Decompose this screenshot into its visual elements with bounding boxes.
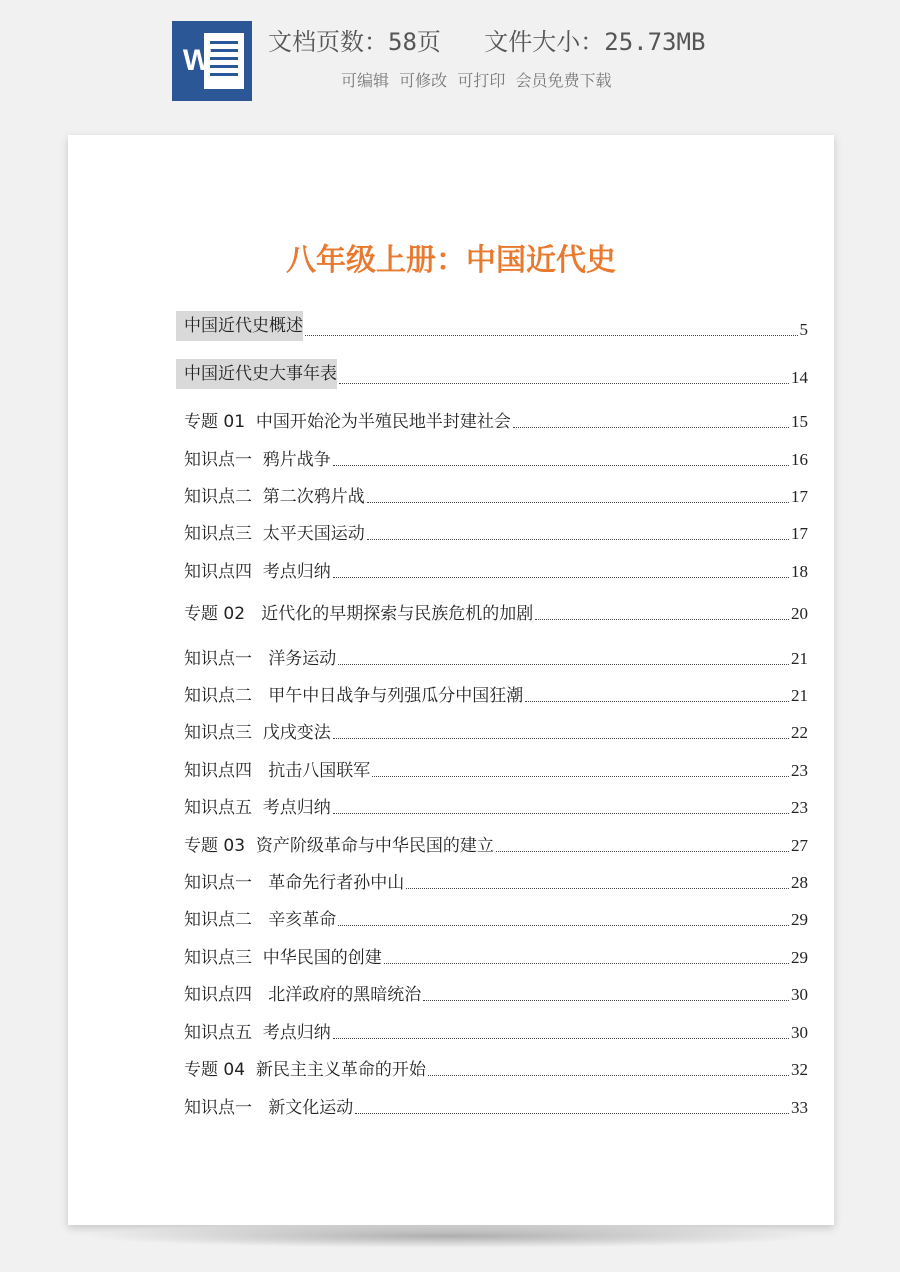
toc-page-number: 29: [791, 910, 808, 929]
toc-entry-label: 中国近代史大事年表: [176, 359, 337, 389]
toc-page-number: 33: [791, 1098, 808, 1117]
toc-leader-dots: [339, 383, 789, 384]
toc-entry[interactable]: [184, 599, 808, 625]
toc-page-number: 22: [791, 723, 808, 742]
toc-page-number: 14: [791, 368, 808, 387]
toc-leader-dots: [423, 1000, 789, 1001]
toc-leader-dots: [372, 776, 789, 777]
toc-entry-label: 知识点三 太平天国运动: [184, 524, 365, 544]
toc-leader-dots: [355, 1113, 789, 1114]
toc-page-number: 28: [791, 873, 808, 892]
toc-entry[interactable]: [184, 980, 808, 1006]
toc-leader-dots: [338, 925, 789, 926]
toc-entry-label: 知识点一 革命先行者孙中山: [184, 873, 405, 893]
toc-page-number: 17: [791, 487, 808, 506]
toc-entry[interactable]: [184, 868, 808, 894]
toc-entry-label: 知识点二 第二次鸦片战: [184, 487, 365, 507]
toc-page-number: 18: [791, 562, 808, 581]
toc-entry[interactable]: [184, 519, 808, 545]
toc-entry-label: 知识点一 新文化运动: [184, 1098, 354, 1118]
toc-entry[interactable]: [184, 482, 808, 508]
document-title: 八年级上册：中国近代史: [286, 243, 616, 278]
file-stats: 文档页数：58页 文件大小：25.73MB: [268, 28, 706, 56]
toc-entry-label: 知识点二 辛亥革命: [184, 910, 337, 930]
toc-entry[interactable]: [184, 831, 808, 857]
toc-page-number: 16: [791, 450, 808, 469]
toc-leader-dots: [406, 888, 789, 889]
toc-page-number: 21: [791, 649, 808, 668]
toc-leader-dots: [333, 1038, 789, 1039]
toc-entry[interactable]: [184, 1055, 808, 1081]
toc-entry[interactable]: [184, 681, 808, 707]
toc-entry-label: 知识点四 考点归纳: [184, 562, 331, 582]
toc-page-number: 32: [791, 1060, 808, 1079]
toc-leader-dots: [535, 619, 789, 620]
word-letter-badge: W: [182, 44, 212, 77]
toc-leader-dots: [333, 813, 789, 814]
file-permissions: 可编辑 可修改 可打印 会员免费下载: [341, 71, 612, 90]
toc-entry-label: 知识点二 甲午中日战争与列强瓜分中国狂潮: [184, 686, 524, 706]
toc-entry[interactable]: [184, 407, 808, 433]
toc-entry[interactable]: [184, 1018, 808, 1044]
toc-leader-dots: [496, 851, 789, 852]
toc-page-number: 20: [791, 604, 808, 623]
toc-leader-dots: [333, 465, 789, 466]
toc-entry-label: 知识点四 抗击八国联军: [184, 761, 371, 781]
toc-entry[interactable]: [184, 793, 808, 819]
page-shadow: [80, 1224, 822, 1248]
toc-entry[interactable]: [184, 363, 808, 389]
toc-leader-dots: [333, 738, 789, 739]
toc-leader-dots: [525, 701, 789, 702]
toc-entry-label: 知识点五 考点归纳: [184, 1023, 331, 1043]
toc-page-number: 17: [791, 524, 808, 543]
toc-entry-label: 知识点三 戊戌变法: [184, 723, 331, 743]
toc-entry[interactable]: [184, 315, 808, 341]
toc-leader-dots: [338, 664, 789, 665]
toc-leader-dots: [367, 539, 789, 540]
toc-leader-dots: [367, 502, 789, 503]
toc-page-number: 15: [791, 412, 808, 431]
toc-page-number: 23: [791, 798, 808, 817]
toc-page-number: 23: [791, 761, 808, 780]
toc-entry-label: 知识点三 中华民国的创建: [184, 948, 382, 968]
toc-entry-label: 知识点一 洋务运动: [184, 649, 337, 669]
toc-entry-label: 专题 01 中国开始沦为半殖民地半封建社会: [184, 412, 511, 432]
toc-leader-dots: [333, 577, 789, 578]
toc-entry[interactable]: [184, 905, 808, 931]
toc-page-number: 29: [791, 948, 808, 967]
toc-entry-label: 知识点五 考点归纳: [184, 798, 331, 818]
toc-page-number: 5: [799, 320, 808, 339]
toc-entry-label: 专题 03 资产阶级革命与中华民国的建立: [184, 836, 494, 856]
toc-entry-label: 中国近代史概述: [176, 311, 303, 341]
word-document-icon: [172, 21, 252, 101]
toc-entry[interactable]: [184, 756, 808, 782]
toc-leader-dots: [384, 963, 789, 964]
toc-entry-label: 专题 04 新民主主义革命的开始: [184, 1060, 426, 1080]
file-info-header: [0, 0, 900, 120]
toc-page-number: 21: [791, 686, 808, 705]
toc-leader-dots: [305, 335, 798, 336]
document-page: [68, 135, 834, 1225]
toc-entry[interactable]: [184, 644, 808, 670]
toc-page-number: 30: [791, 985, 808, 1004]
toc-entry[interactable]: [184, 557, 808, 583]
toc-leader-dots: [428, 1075, 789, 1076]
toc-entry[interactable]: [184, 943, 808, 969]
toc-entry-label: 知识点四 北洋政府的黑暗统治: [184, 985, 422, 1005]
toc-page-number: 30: [791, 1023, 808, 1042]
toc-entry[interactable]: [184, 445, 808, 471]
toc-entry-label: 知识点一 鸦片战争: [184, 450, 331, 470]
toc-entry[interactable]: [184, 1093, 808, 1119]
toc-leader-dots: [513, 427, 789, 428]
toc-entry-label: 专题 02 近代化的早期探索与民族危机的加剧: [184, 604, 534, 624]
toc-entry[interactable]: [184, 718, 808, 744]
toc-page-number: 27: [791, 836, 808, 855]
